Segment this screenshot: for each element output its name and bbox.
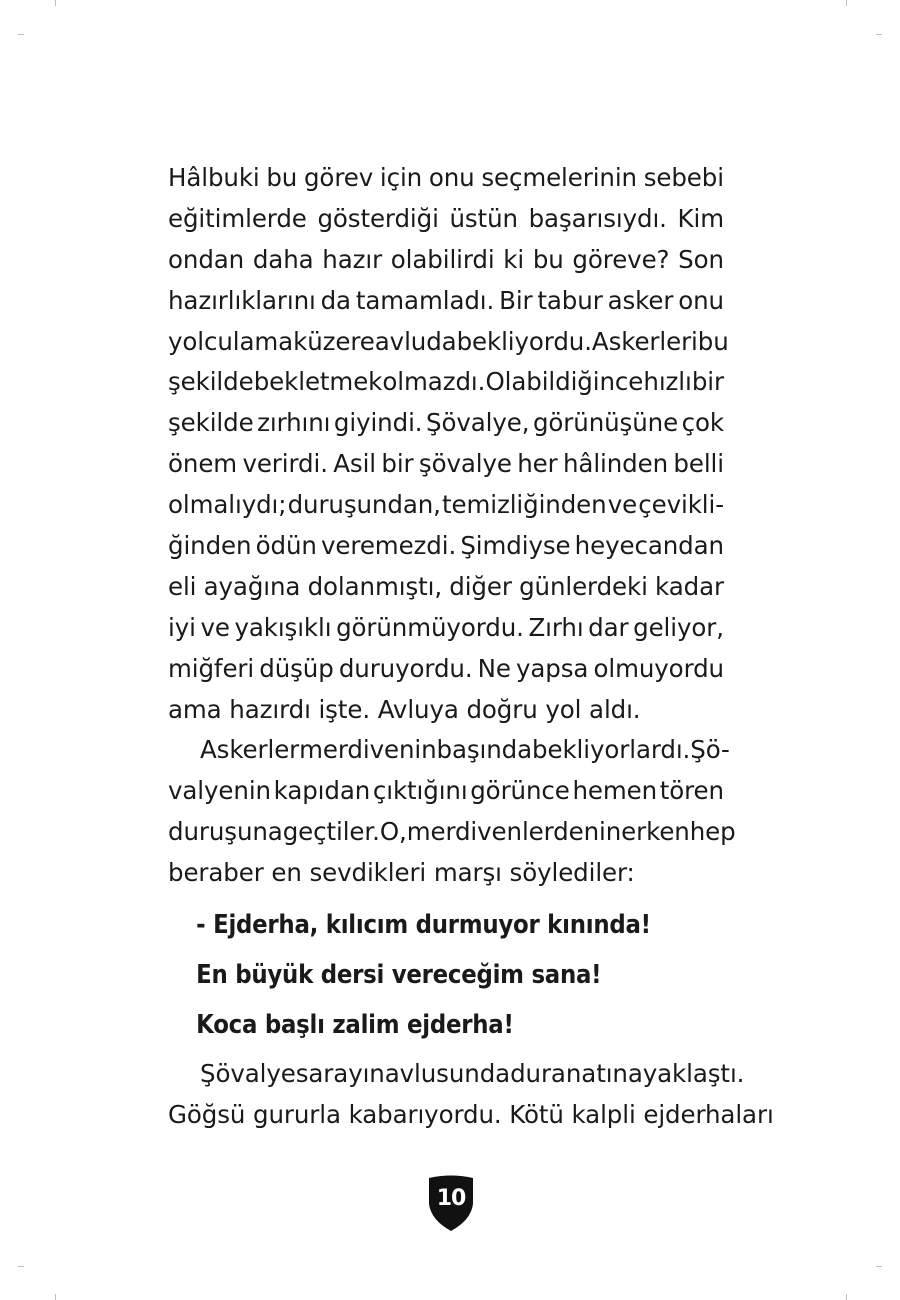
crop-mark xyxy=(846,1294,847,1300)
text-line: duruşuna geçtiler. O, merdivenlerden inerken hep xyxy=(168,817,736,847)
page-number: 10 xyxy=(436,1186,466,1211)
text-line: Askerler merdivenin başında bekliyorlardı. Şö- xyxy=(200,735,730,765)
page-number-badge xyxy=(426,1174,476,1232)
text-line: önem verirdi. Asil bir şövalye her hâlinden belli xyxy=(168,449,724,479)
crop-mark xyxy=(18,1266,24,1267)
text-line: eğitimlerde gösterdiği üstün başarısıydı. Kim xyxy=(168,203,724,233)
song-line: En büyük dersi vereceğim sana! xyxy=(196,960,602,991)
text-line: ğinden ödün veremezdi. Şimdiyse heyecandan xyxy=(168,531,724,561)
song-line: - Ejderha, kılıcım durmuyor kınında! xyxy=(196,910,651,941)
text-line: Şövalye sarayın avlusunda duran atına yaklaştı. xyxy=(200,1059,745,1089)
crop-mark xyxy=(18,34,24,35)
paragraph-3 xyxy=(168,1054,774,1136)
text-line: olmalıydı; duruşundan, temizliğinden ve çevikli- xyxy=(168,490,724,520)
text-line: şekilde zırhını giyindi. Şövalye, görünüşüne çok xyxy=(168,408,724,438)
crop-mark xyxy=(55,1294,56,1300)
crop-mark xyxy=(846,0,847,6)
text-line: yolculamak üzere avluda bekliyordu. Askerleri bu xyxy=(168,326,729,356)
march-song xyxy=(168,900,724,1050)
text-line: miğferi düşüp duruyordu. Ne yapsa olmuyordu xyxy=(168,653,724,683)
paragraph-1 xyxy=(168,158,729,730)
text-line: iyi ve yakışıklı görünmüyordu. Zırhı dar geliyor, xyxy=(168,612,724,642)
text-line: hazırlıklarını da tamamladı. Bir tabur asker onu xyxy=(168,285,724,315)
text-line: Göğsü gururla kabarıyordu. Kötü kalpli ejderhaları xyxy=(168,1099,774,1129)
crop-mark xyxy=(876,34,882,35)
text-line: Hâlbuki bu görev için onu seçmelerinin sebebi xyxy=(168,163,724,192)
crop-mark xyxy=(55,0,56,6)
text-line: ondan daha hazır olabilirdi ki bu göreve? Son xyxy=(168,244,724,274)
body-text xyxy=(168,158,774,1136)
paragraph-2 xyxy=(168,730,736,894)
text-line: beraber en sevdikleri marşı söylediler: xyxy=(168,858,635,888)
crop-mark xyxy=(876,1266,882,1267)
text-line: eli ayağına dolanmıştı, diğer günlerdeki kadar xyxy=(168,571,724,601)
text-line: valyenin kapıdan çıktığını görünce hemen tören xyxy=(168,776,724,806)
song-line: Koca başlı zalim ejderha! xyxy=(196,1010,514,1041)
text-line: ama hazırdı işte. Avluya doğru yol aldı. xyxy=(168,694,641,724)
text-line: şekilde bekletmek olmazdı. Olabildiğince hızlı bir xyxy=(168,367,724,397)
